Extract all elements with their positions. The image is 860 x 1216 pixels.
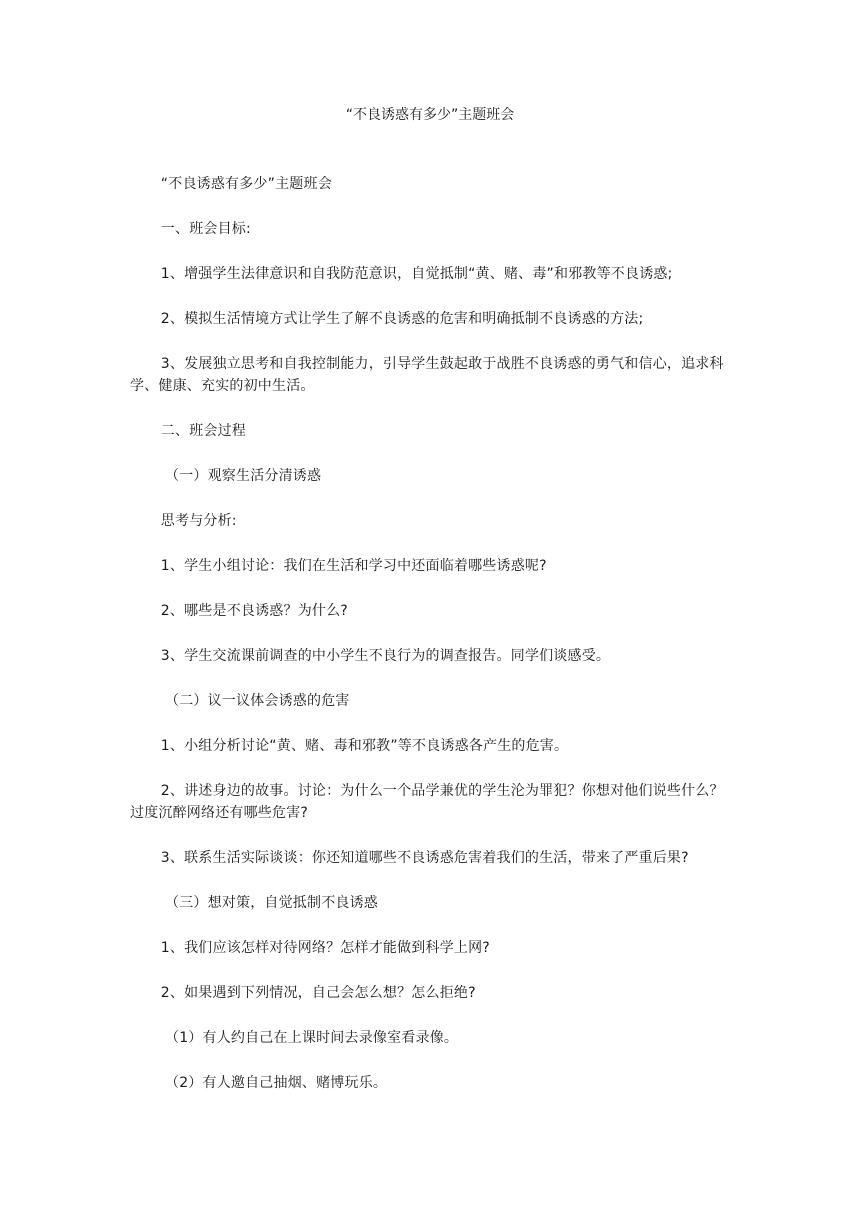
paragraph-think-analyze: 思考与分析: [160,513,237,529]
paragraph-item-1-2: 2、哪些是不良诱惑？为什么? [160,603,348,619]
paragraph-heading: “不良诱惑有多少”主题班会 [160,176,332,192]
paragraph-item-2-3: 3、联系生活实际谈谈：你还知道哪些不良诱惑危害着我们的生活，带来了严重后果? [160,850,689,866]
paragraph-item-3-1: 1、我们应该怎样对待网络？怎样才能做到科学上网? [160,940,490,956]
paragraph-case-2: （2）有人邀自己抽烟、赌博玩乐。 [165,1075,388,1091]
paragraph-case-1: （1）有人约自己在上课时间去录像室看录像。 [165,1030,459,1046]
paragraph-goal-3: 3、发展独立思考和自我控制能力，引导学生鼓起敢于战胜不良诱惑的勇气和信心，追求科学、健康、充实的初中生活。 [130,356,724,394]
paragraph-goal-2: 2、模拟生活情境方式让学生了解不良诱惑的危害和明确抵制不良诱惑的方法; [160,311,644,327]
paragraph-section-goals: 一、班会目标: [160,221,251,237]
paragraph-item-3-2: 2、如果遇到下列情况，自己会怎么想？怎么拒绝? [160,985,476,1001]
paragraph-goal-1: 1、增强学生法律意识和自我防范意识，自觉抵制“黄、赌、毒”和邪教等不良诱惑; [160,266,673,282]
document-title: “不良诱惑有多少”主题班会 [345,107,515,123]
paragraph-subsection-2: （二）议一议体会诱惑的危害 [165,693,350,709]
paragraph-subsection-1: （一）观察生活分清诱惑 [165,468,322,484]
paragraph-item-1-1: 1、学生小组讨论：我们在生活和学习中还面临着哪些诱惑呢? [160,558,547,574]
paragraph-item-2-1: 1、小组分析讨论“黄、赌、毒和邪教”等不良诱惑各产生的危害。 [160,738,569,754]
paragraph-subsection-3: （三）想对策，自觉抵制不良诱惑 [165,895,378,911]
paragraph-item-2-2: 2、讲述身边的故事。讨论：为什么一个品学兼优的学生沦为罪犯？你想对他们说些什么？过度沉醉网络还有哪些危害? [130,783,724,821]
paragraph-section-process: 二、班会过程 [160,423,246,439]
paragraph-item-1-3: 3、学生交流课前调查的中小学生不良行为的调查报告。同学们谈感受。 [160,648,611,664]
document-body [130,173,734,1117]
